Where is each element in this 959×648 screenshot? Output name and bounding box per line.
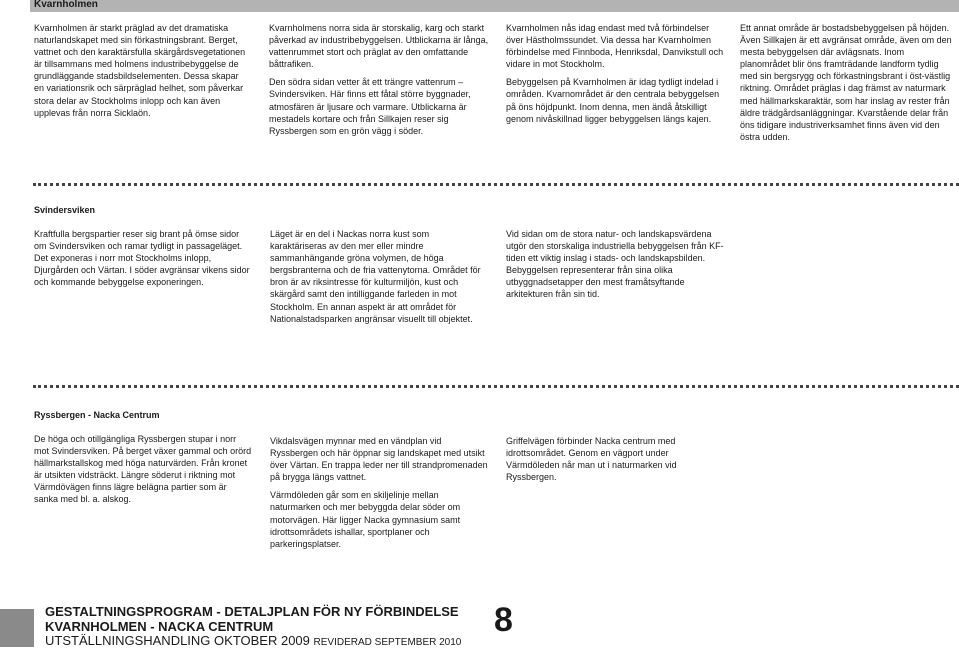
- footer-project-title: KVARNHOLMEN - NACKA CENTRUM: [45, 619, 274, 634]
- dotted-divider: [33, 385, 959, 388]
- section1-column-2: [269, 22, 489, 137]
- footer-marker: [0, 609, 34, 647]
- paragraph: De höga och otillgängliga Ryssbergen stupar i norr mot Svindersviken. På berget växer gammal och orörd hällmarkstallskog med höga naturvärden. Från kronet är utsikten vidsträckt. Längre söderut i riktning mot Värmdövägen finns lägre belägna partier som är sanka med bl. a. alskog.: [34, 434, 252, 505]
- section1-column-4: [740, 22, 954, 143]
- footer-status: [45, 633, 461, 648]
- footer-status-revision: REVIDERAD SEPTEMBER 2010: [313, 637, 462, 648]
- section2-column-1: [34, 228, 252, 288]
- section1-column-1: [34, 22, 249, 119]
- paragraph: Kvarnholmen nås idag endast med två förbindelser över Hästholmssundet. Via dessa har Kvarnholmen förbindelse med Finnboda, Henriksdal, Danvikstull och vidare in mot Stockholm.: [506, 23, 724, 70]
- section3-column-3: [506, 435, 724, 483]
- paragraph: Vid sidan om de stora natur- och landskapsvärdena utgör den storskaliga industriella bebyggelsen från KF-tiden ett viktig inslag i stads- och landskapsbilden. Bebyggelsen representerar från sina olika utbyggnadsetapper den mest framåtsyftande arkitekturen från sin tid.: [506, 229, 724, 300]
- footer-program-title: GESTALTNINGSPROGRAM - DETALJPLAN FÖR NY FÖRBINDELSE: [45, 604, 459, 619]
- section3-column-1: [34, 433, 252, 506]
- paragraph: Vikdalsvägen mynnar med en vändplan vid Ryssbergen och här öppnar sig landskapet med utsikt över Värtan. En trappa leder ner till strandpromenaden på brygga längs vattnet.: [270, 436, 488, 483]
- footer-status-main: UTSTÄLLNINGSHANDLING OKTOBER 2009: [45, 633, 310, 648]
- page-number: 8: [494, 601, 513, 639]
- section2-column-3: [506, 228, 724, 301]
- paragraph: Bebyggelsen på Kvarnholmen är idag tydligt indelad i områden. Kvarnområdet är den centrala bebyggelsen på öns höjdpunkt. Inom denna, men ändå åtskilligt genom nivåskillnad ligger bebyggelsen längs kajen.: [506, 77, 720, 124]
- paragraph: Den södra sidan vetter åt ett trängre vattenrum – Svindersviken. Här finns ett fåtal större byggnader, atmosfären är ljusare och varmare. Utblickarna är mestadels kortare och från Sillkajen reser sig Ryssbergen som en grön vägg i söder.: [269, 77, 471, 136]
- section-heading-svindersviken: Svindersviken: [34, 205, 96, 215]
- paragraph: Kraftfulla bergspartier reser sig brant på ömse sidor om Svindersviken och ramar tydligt in passageläget. Det exponeras i norr mot Stockholms inlopp, Djurgården och Värtan. I söder avgränsar vikens sidor och kommande bebyggelse exponeringen.: [34, 229, 250, 288]
- paragraph: Kvarnholmens norra sida är storskalig, karg och starkt påverkad av industribebyggelsen. Utblickarna är långa, vattenrummet stort och präglat av den omfattande båttrafiken.: [269, 23, 489, 70]
- section2-column-2: [270, 228, 488, 325]
- paragraph: Värmdöleden går som en skiljelinje mellan naturmarken och mer bebyggda delar söder om motorvägen. Här ligger Nacka gymnasium samt idrottsområdets ishallar, sportplaner och parkeringsplatser.: [270, 490, 461, 549]
- paragraph: Kvarnholmen är starkt präglad av det dramatiska naturlandskapet med sin förkastningsbrant. Berget, vattnet och den karaktärsfulla skärgårdsvegetationen är tillsammans med holmens industribebyggelse de grundläggande stadsbildselementen. Dessa skapar en variationsrik och särpräglad helhet, som påverkar stora delar av Stockholms inlopp och kan även upplevas från norra Sicklaön.: [34, 23, 246, 118]
- paragraph: Läget är en del i Nackas norra kust som karaktäriseras av den mer eller mindre sammanhängande gröna volymen, de höga bergsbranterna och de fria vattenytorna. Området för bron är av riksintresse för kulturmiljön, kust och skärgård samt den intilliggande farleden in mot Stockholm. En annan aspekt är att området för Nationalstadsparken angränsar visuellt till objektet.: [270, 229, 481, 324]
- page-title: Kvarnholmen: [34, 0, 98, 10]
- section1-column-3: [506, 22, 724, 125]
- section3-column-2: [270, 435, 488, 550]
- section-heading-ryssbergen: Ryssbergen - Nacka Centrum: [34, 410, 160, 420]
- dotted-divider: [33, 183, 959, 186]
- title-bar: [30, 0, 959, 12]
- paragraph: Griffelvägen förbinder Nacka centrum med idrottsområdet. Genom en vägport under Värmdöleden når man ut i naturmarken vid Ryssbergen.: [506, 436, 677, 483]
- paragraph: Ett annat område är bostadsbebyggelsen på höjden. Även Sillkajen är ett avgränsat område, även om den mesta bebyggelsen där avlägsnats. Inom planområdet blir öns framträdande landform tydlig med sin bergsrygg och förkastningsbrant i öst-västlig riktning. Området präglas i dag främst av naturmark med hällmarkskaraktär, som har inslag av rester från äldre trädgårdsanläggningar. Kvarstående delar från öns tidigare industriverksamhet finns även vid den östra udden.: [740, 23, 952, 142]
